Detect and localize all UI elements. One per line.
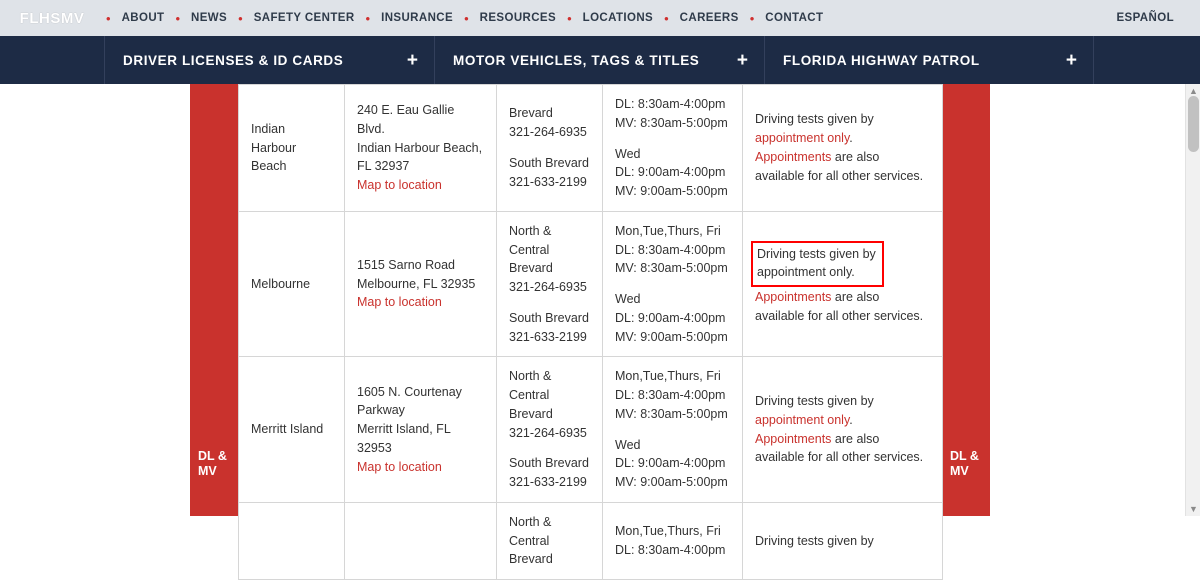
table-row [239,85,943,212]
mega-nav-driver-licenses[interactable] [104,36,434,84]
left-rail-label [198,449,227,480]
mega-nav-left-spacer [0,36,104,84]
cell-notes [743,85,943,212]
appointment-only-text[interactable]: appointment only [757,265,852,280]
note-block [755,392,930,467]
note-block [755,110,930,185]
table-row [239,211,943,357]
nav-item-locations[interactable]: LOCATIONS [582,12,654,24]
note-line-2 [755,129,930,148]
note-line-3 [755,288,930,307]
nav-item-resources[interactable]: RESOURCES [479,12,557,24]
city-name: Indian Harbour Beach [251,121,297,174]
locations-table [238,84,943,580]
right-rail-label-line1: DL & [950,448,979,463]
highlight-annotation-box [751,241,884,288]
bullet-separator-icon: • [749,10,755,26]
hours-days-2: Wed [615,292,641,306]
main-menu [104,0,1116,36]
language-toggle-espanol[interactable]: ESPAÑOL [1116,12,1174,24]
phone-spacer [509,442,590,454]
cell-hours [603,211,743,357]
note-line-2 [757,263,876,282]
mega-nav-highway-patrol-label: FLORIDA HIGHWAY PATROL [783,52,980,68]
note-line-2 [755,411,930,430]
phone-number-1[interactable]: 321-264-6935 [509,280,587,294]
map-to-location-link[interactable]: Map to location [357,178,442,192]
bullet-separator-icon: • [464,10,469,26]
hours-mv-2: MV: 9:00am-5:00pm [615,475,728,489]
map-to-location-link[interactable]: Map to location [357,295,442,310]
city-name: Melbourne [251,276,311,291]
nav-item-safety-center[interactable]: SAFETY CENTER [253,12,355,24]
left-rail-label-line1: DL & [198,448,227,463]
cell-notes [743,211,943,357]
hours-dl-1: DL: 8:30am-4:00pm [615,242,726,257]
scroll-up-arrow-icon[interactable]: ▲ [1189,86,1198,96]
mega-nav-motor-vehicles[interactable] [434,36,764,84]
cell-hours [603,357,743,503]
cell-hours [603,502,743,579]
bullet-separator-icon: • [365,10,371,26]
mega-nav-highway-patrol[interactable] [764,36,1094,84]
phone-number-2[interactable]: 321-633-2199 [509,174,587,189]
left-rail-label-line2: MV [198,464,217,479]
phone-spacer [509,297,590,309]
nav-item-about[interactable]: ABOUT [121,12,165,24]
hours-days-1: Mon,Tue,Thurs, Fri [615,524,721,539]
phone-region-1: North & Central Brevard [509,223,553,276]
phone-region-1: North & Central Brevard [509,514,553,567]
note-period: . [849,131,853,146]
note-line-1: Driving tests given by [755,112,874,127]
hours-mv-2: MV: 9:00am-5:00pm [615,329,728,344]
top-utility-nav [0,0,1200,36]
note-period: . [849,412,853,427]
address-line2: Melbourne, FL 32935 [357,276,476,291]
bullet-separator-icon: • [175,10,181,26]
bullet-separator-icon: • [238,10,243,26]
note-line-3-rest: are also [831,149,880,164]
map-to-location-link[interactable]: Map to location [357,459,442,474]
vertical-scrollbar[interactable] [1185,84,1200,516]
address-line2: Indian Harbour Beach, FL 32937 [357,140,483,174]
hours-dl-1: DL: 8:30am-4:00pm [615,388,726,402]
appointments-link[interactable]: Appointments [755,431,832,446]
city-name: Merritt Island [251,422,324,437]
hours-days-2: Wed [615,437,641,452]
hours-mv-1: MV: 8:30am-5:00pm [615,115,728,130]
locations-table-wrapper [238,84,942,567]
address-line1: 240 E. Eau Gallie Blvd. [357,103,455,136]
note-line-4: available for all other services. [755,168,924,183]
appointment-only-link[interactable]: appointment only [755,412,850,427]
mega-nav-motor-vehicles-label: MOTOR VEHICLES, TAGS & TITLES [453,52,700,68]
note-line-1: Driving tests given by [755,533,874,548]
phone-region-1: North & Central Brevard [509,369,553,421]
note-line-3-rest: are also [831,290,880,304]
phone-number-2[interactable]: 321-633-2199 [509,475,587,489]
note-period: . [851,265,855,280]
address-line2: Merritt Island, FL 32953 [357,422,451,455]
scrollbar-thumb[interactable] [1188,96,1199,152]
note-line-3 [755,430,930,449]
hours-days-1: Mon,Tue,Thurs, Fri [615,369,721,384]
phone-region-2: South Brevard [509,456,589,471]
hours-dl-1: DL: 8:30am-4:00pm [615,97,726,111]
cell-hours [603,85,743,212]
cell-city [239,85,345,212]
phone-region-2: South Brevard [509,155,589,170]
appointment-only-link[interactable]: appointment only [755,131,850,146]
nav-item-contact[interactable]: CONTACT [765,12,824,24]
appointments-link[interactable]: Appointments [755,290,832,304]
note-line-1: Driving tests given by [757,246,876,261]
hours-spacer [615,278,730,290]
phone-spacer [509,142,590,154]
cell-city [239,211,345,357]
note-line-1: Driving tests given by [755,394,874,408]
phone-region-1: Brevard [509,106,553,121]
plus-icon[interactable]: + [1065,49,1077,71]
hours-dl-2: DL: 9:00am-4:00pm [615,310,726,325]
note-line-3-rest: are also [831,431,880,446]
right-rail-label-line2: MV [950,464,969,479]
mega-nav-driver-licenses-label: DRIVER LICENSES & ID CARDS [123,52,344,68]
plus-icon[interactable]: + [406,49,418,71]
hours-spacer [615,133,730,145]
scroll-down-arrow-icon[interactable]: ▼ [1189,504,1198,514]
hours-mv-1: MV: 8:30am-5:00pm [615,406,728,421]
cell-address [345,85,497,212]
appointments-link[interactable]: Appointments [755,149,832,164]
right-rail-label [950,449,979,480]
logo-text: FLHSMV [19,9,85,27]
nav-item-news[interactable]: NEWS [191,12,228,24]
left-margin [0,84,190,516]
left-red-rail [190,84,238,516]
page-content [0,84,1200,567]
phone-region-2: South Brevard [509,310,589,325]
nav-item-insurance[interactable]: INSURANCE [381,12,454,24]
note-block [755,243,930,326]
bullet-separator-icon: • [106,10,111,26]
flhsmv-logo[interactable] [0,0,104,36]
primary-section-nav [0,36,1200,84]
cell-phone [497,211,603,357]
cell-city [239,357,345,503]
table-row [239,357,943,503]
cell-phone [497,357,603,503]
nav-item-careers[interactable]: CAREERS [679,12,739,24]
note-line-4: available for all other services. [755,308,924,323]
phone-number-2[interactable]: 321-633-2199 [509,329,587,344]
phone-number-1[interactable]: 321-264-6935 [509,425,587,440]
cell-address [345,502,497,579]
hours-spacer [615,424,730,436]
address-line1: 1515 Sarno Road [357,257,455,272]
right-red-rail [942,84,990,516]
hours-days-2: Wed [615,146,641,161]
hours-mv-1: MV: 8:30am-5:00pm [615,261,728,276]
plus-icon[interactable]: + [736,49,748,71]
cell-notes [743,357,943,503]
address-line1: 1605 N. Courtenay Parkway [357,384,462,418]
cell-address [345,357,497,503]
cell-address [345,211,497,357]
cell-city [239,502,345,579]
hours-mv-2: MV: 9:00am-5:00pm [615,184,728,198]
bullet-separator-icon: • [567,10,572,26]
hours-dl-2: DL: 9:00am-4:00pm [615,456,726,471]
bullet-separator-icon: • [664,10,669,26]
cell-phone [497,502,603,579]
phone-number-1[interactable]: 321-264-6935 [509,125,587,140]
note-line-4: available for all other services. [755,450,924,465]
cell-phone [497,85,603,212]
cell-notes [743,502,943,579]
hours-dl-1: DL: 8:30am-4:00pm [615,542,726,557]
table-row [239,502,943,579]
note-line-3 [755,148,930,167]
hours-dl-2: DL: 9:00am-4:00pm [615,165,726,180]
hours-days-1: Mon,Tue,Thurs, Fri [615,223,721,238]
